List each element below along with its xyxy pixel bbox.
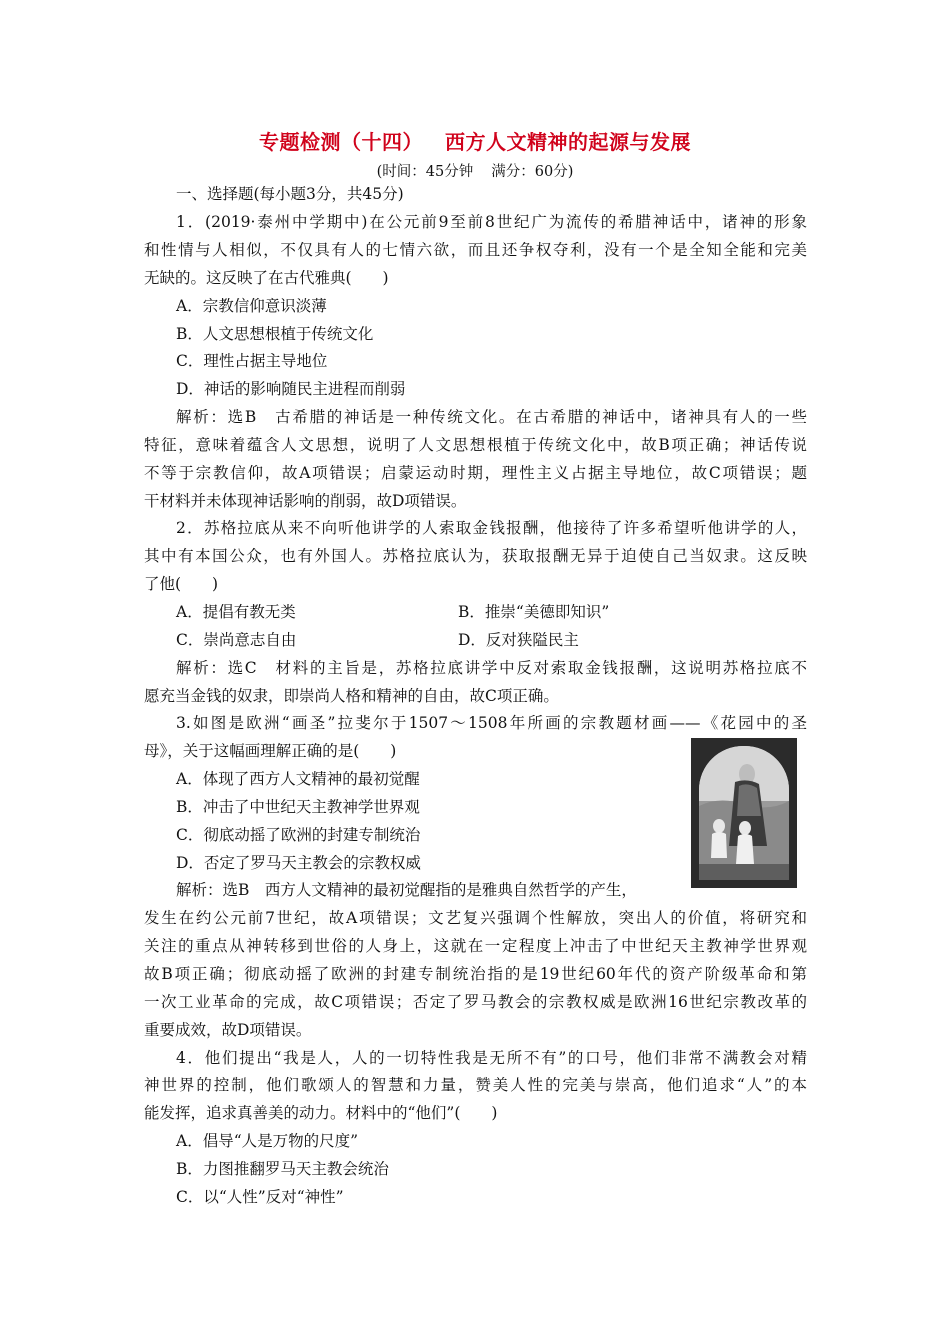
q3-analysis-line: 故B项正确；彻底动摇了欧洲的封建专制统治指的是19世纪60年代的资产阶级革命和第 — [144, 965, 807, 983]
exam-score: 满分：60分) — [491, 164, 574, 180]
q1-option-a: A．宗教信仰意识淡薄 — [176, 297, 327, 315]
q3-stem-line: 3.如图是欧洲“画圣”拉斐尔于1507～1508年所画的宗教题材画——《花园中的圣 — [176, 714, 807, 732]
section-heading: 一、选择题(每小题3分，共45分) — [176, 185, 404, 203]
q4-stem-line: 4．他们提出“我是人，人的一切特性我是无所不有”的口号，他们非常不满教会对精 — [176, 1049, 807, 1067]
q4-stem-line: 能发挥，追求真善美的动力。材料中的“他们”( ) — [144, 1104, 498, 1122]
q3-analysis-line: 解析：选B 西方人文精神的最初觉醒指的是雅典自然哲学的产生， — [176, 881, 637, 899]
q2-option-a: A．提倡有教无类 — [176, 603, 296, 621]
q4-option-b: B．力图推翻罗马天主教会统治 — [176, 1160, 389, 1178]
q1-stem-line: 和性情与人相似，不仅具有人的七情六欲，而且还争权夺利，没有一个是全知全能和完美 — [144, 241, 807, 259]
q1-option-d: D．神话的影响随民主进程而削弱 — [176, 380, 406, 398]
q2-stem-line: 了他( ) — [144, 575, 219, 593]
q3-option-a: A．体现了西方人文精神的最初觉醒 — [176, 770, 420, 788]
q1-analysis-line: 特征，意味着蕴含人文思想，说明了人文思想根植于传统文化中，故B项正确；神话传说 — [144, 436, 807, 454]
q2-stem-line: 2．苏格拉底从来不向听他讲学的人索取金钱报酬，他接待了许多希望听他讲学的人， — [176, 519, 807, 537]
q2-stem-line: 其中有本国公众，也有外国人。苏格拉底认为，获取报酬无异于迫使自己当奴隶。这反映 — [144, 547, 807, 565]
q1-option-b: B．人文思想根植于传统文化 — [176, 325, 374, 343]
q4-option-c: C．以“人性”反对“神性” — [176, 1188, 344, 1206]
q2-option-d: D．反对狭隘民主 — [458, 631, 579, 649]
q1-analysis-line: 不等于宗教信仰，故A项错误；启蒙运动时期，理性主义占据主导地位，故C项错误；题 — [144, 464, 807, 482]
q3-option-d: D．否定了罗马天主教会的宗教权威 — [176, 854, 421, 872]
q2-option-c: C．崇尚意志自由 — [176, 631, 297, 649]
exam-time: (时间：45分钟 — [376, 164, 474, 180]
q3-analysis-line: 关注的重点从神转移到世俗的人身上，这就在一定程度上冲击了中世纪天主教神学世界观 — [144, 937, 807, 955]
painting-figures-icon — [699, 746, 789, 880]
q3-option-b: B．冲击了中世纪天主教神学世界观 — [176, 798, 420, 816]
q1-analysis-line: 解析：选B 古希腊的神话是一种传统文化。在古希腊的神话中，诸神具有人的一些 — [176, 408, 807, 426]
q3-option-c: C．彻底动摇了欧洲的封建专制统治 — [176, 826, 421, 844]
q1-stem-line: 无缺的。这反映了在古代雅典( ) — [144, 269, 389, 287]
q3-analysis-line: 重要成效，故D项错误。 — [144, 1021, 312, 1039]
madonna-painting-image — [691, 738, 797, 888]
q1-stem-line: 1．(2019·泰州中学期中)在公元前9至前8世纪广为流传的希腊神话中，诸神的形象 — [176, 213, 807, 231]
q1-option-c: C．理性占据主导地位 — [176, 352, 328, 370]
title-part2: 西方人文精神的起源与发展 — [445, 130, 691, 154]
q2-analysis-line: 愿充当金钱的奴隶，即崇尚人格和精神的自由，故C项正确。 — [144, 687, 559, 705]
q2-analysis-line: 解析：选C 材料的主旨是，苏格拉底讲学中反对索取金钱报酬，这说明苏格拉底不 — [176, 659, 807, 677]
title-part1: 专题检测（十四） — [259, 130, 423, 154]
q3-stem-line: 母》，关于这幅画理解正确的是( ) — [144, 742, 397, 760]
q3-analysis-line: 一次工业革命的完成，故C项错误；否定了罗马教会的宗教权威是欧洲16世纪宗教改革的 — [144, 993, 807, 1011]
exam-info — [0, 160, 950, 181]
q1-analysis-line: 干材料并未体现神话影响的削弱，故D项错误。 — [144, 492, 467, 510]
q4-stem-line: 神世界的控制，他们歌颂人的智慧和力量，赞美人性的完美与崇高，他们追求“人”的本 — [144, 1076, 807, 1094]
q4-option-a: A．倡导“人是万物的尺度” — [176, 1132, 359, 1150]
page-title — [0, 126, 950, 155]
q2-option-b: B．推崇“美德即知识” — [458, 603, 610, 621]
q3-analysis-line: 发生在约公元前7世纪，故A项错误；文艺复兴强调个性解放，突出人的价值，将研究和 — [144, 909, 807, 927]
